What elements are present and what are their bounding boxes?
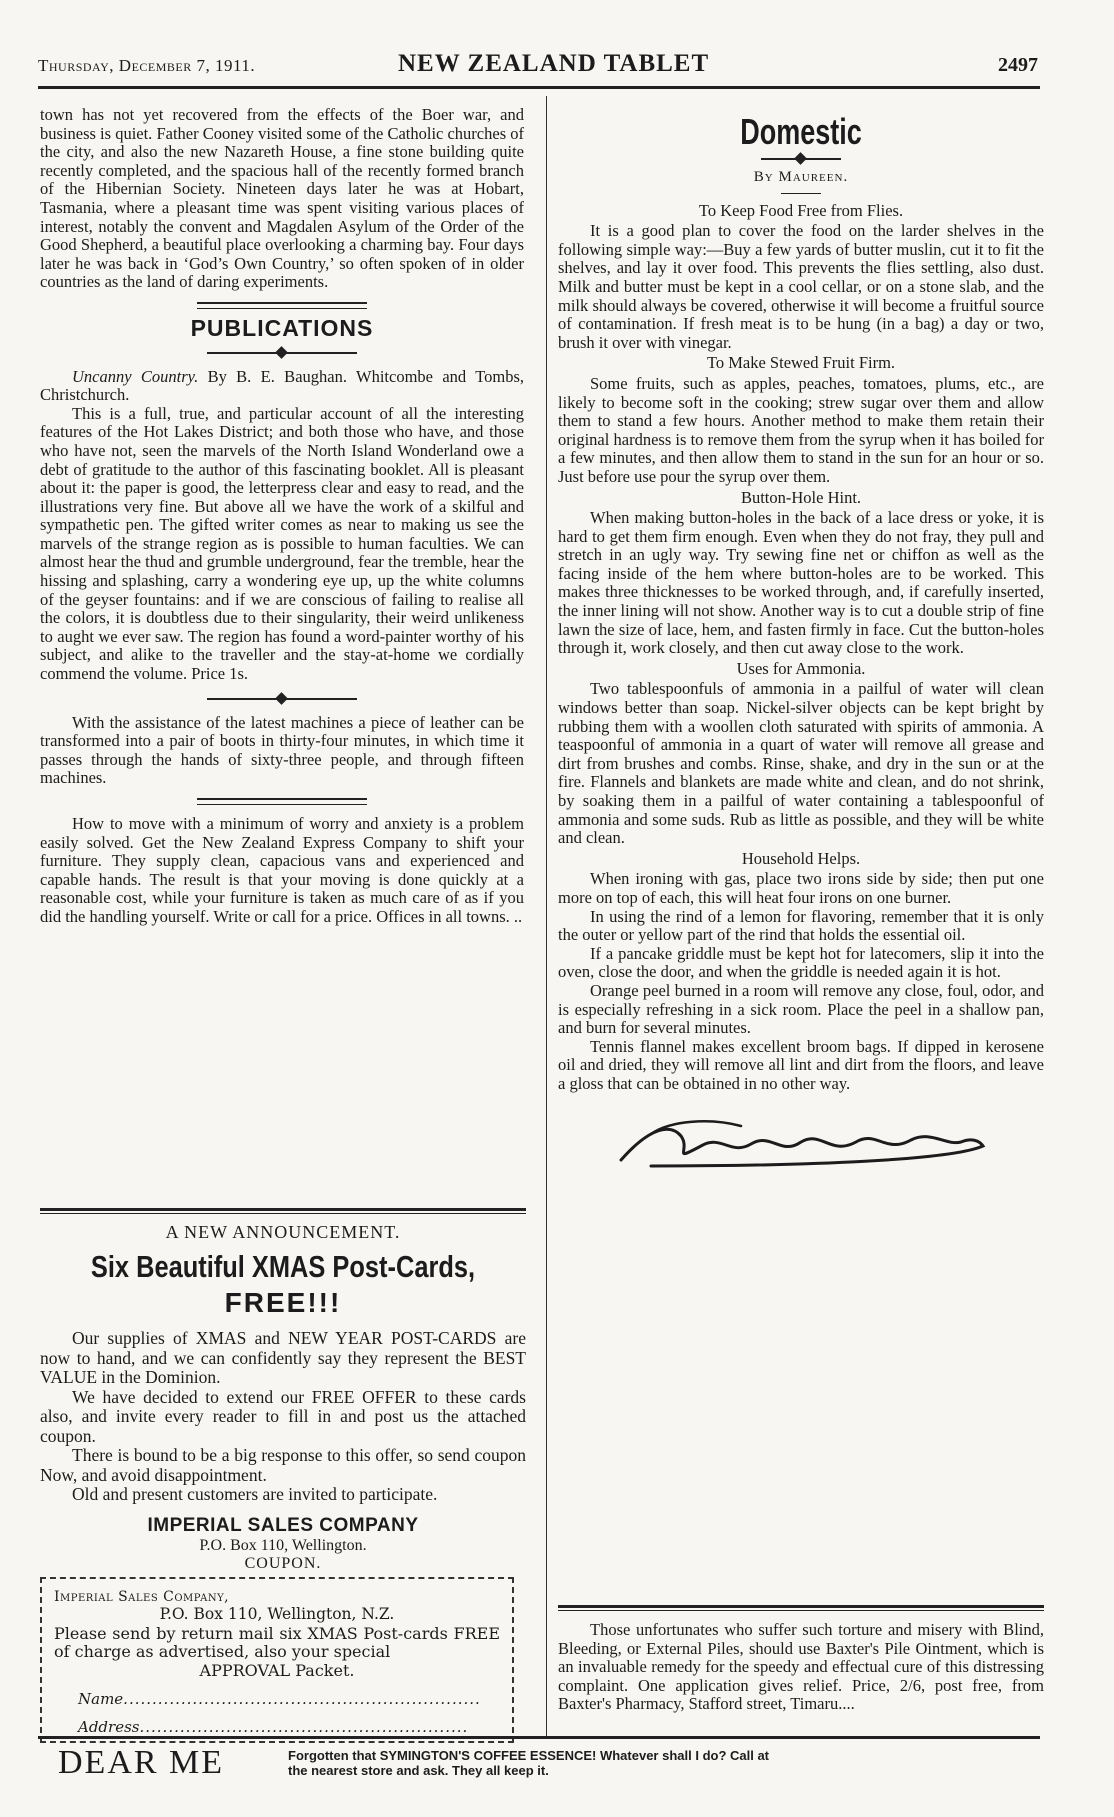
domestic-section bbox=[558, 354, 1044, 486]
section-paragraph: In using the rind of a lemon for flavoring, remember that it is only the outer or yellow part of the rind that holds the essential oil. bbox=[558, 906, 1044, 945]
announcement-headline: Six Beautiful XMAS Post-Cards, bbox=[90, 1249, 476, 1284]
footer-ad-line2: the nearest store and ask. They all keep it. bbox=[288, 1763, 549, 1778]
section-paragraph: If a pancake griddle must be kept hot for latecomers, slip it into the oven, close the door, and when the griddle is needed again it is hot. bbox=[558, 943, 1044, 982]
section-paragraph: Tennis flannel makes excellent broom bags. If dipped in kerosene oil and dried, they will remove all lint and dirt from the floors, and leave a gloss that can be obtained in no other way. bbox=[558, 1036, 1044, 1093]
announcement-body bbox=[40, 1329, 526, 1505]
section-heading: Uses for Ammonia. bbox=[736, 658, 866, 678]
ornament-divider bbox=[207, 698, 357, 700]
maureen-signature bbox=[611, 1116, 991, 1172]
intro-paragraph: town has not yet recovered from the effects of the Boer war, and business is quiet. Father Cooney visited some of the Catholic churches of the city, and also the new Nazareth House, a fine stone building quite recently completed, and the spacious hall of the recently formed branch of the Hibernian Society. Nineteen days later he was at Hobart, Tasmania, where a pleasant time was spent visiting various places of interest, notably the convent and Magdalen Asylum of the Order of the Good Shepherd, a beautiful place overlooking a charming bay. Four days later he was back in ‘God’s Own Country,’ so often spoken of in older countries as the land of daring experiments. bbox=[40, 105, 524, 292]
section-paragraph: Orange peel burned in a room will remove any close, foul, odor, and is especially refreshing in a sick room. Place the peel in a shallow pan, and burn for several minutes. bbox=[558, 980, 1044, 1038]
announcement-rule bbox=[40, 1208, 526, 1214]
section-paragraph: Two tablespoonfuls of ammonia in a pailful of water will clean windows better than soap. Nickel-silver objects can be kept bright by rubbing them with a woollen cloth saturated with spirits of ammonia. A teaspoonful of ammonia in a quart of water will remove all grease and dirt from brushes and combs. Rinse, shake, and dry in the sun or at the fire. Flannels and blankets are made white and clean, and do not shrink, by soaking them in a pailful of water containing a tablespoonful of ammonia and some suds. Rub as little as possible, and they will be white and clean. bbox=[558, 679, 1044, 848]
masthead-rule bbox=[38, 86, 1040, 89]
section-divider bbox=[197, 302, 367, 309]
publication-title: NEW ZEALAND TABLET bbox=[398, 50, 710, 77]
section-paragraph: When making button-holes in the back of a lace dress or yoke, it is hard to get them firm enough. Even when they do not fray, they pull and stretch in an ugly way. Try sewing fine net or chiffon as well as the facing inside of the hem where button-holes are to be worked. This makes three thicknesses to be worked through, and, if carefully inserted, the inner lining will not show. Another way is to cut a double strip of fine lawn the size of lace, hem, and fasten firmly in face. Cut the button-holes through it, work closely, and then cut away close to the work. bbox=[558, 508, 1044, 658]
left-column bbox=[40, 106, 524, 927]
publications-heading: PUBLICATIONS bbox=[190, 314, 374, 341]
section-paragraph: It is a good plan to cover the food on the larder shelves in the following simple way:—Buy a few yards of butter muslin, cut it to fit the shelves, and lay it over food. This prevents the flies settling, also dust. Milk and butter must be kept in a cool cellar, or on a stone slab, and the milk should always be covered, otherwise it will become a fruitful source of contamination. If fresh meat is to be hung (in a bag) a day or two, brush it over with vinegar. bbox=[558, 221, 1044, 352]
boots-paragraph: With the assistance of the latest machines a piece of leather can be transformed into a pair of boots in thirty-four minutes, in which time it passes through the hands of sixty-three people, and through fifteen machines. bbox=[40, 712, 524, 788]
ornament-divider bbox=[761, 158, 841, 160]
announcement-paragraph: There is bound to be a big response to this offer, so send coupon Now, and avoid disappointment. bbox=[40, 1445, 526, 1485]
ornament-divider bbox=[207, 352, 357, 354]
book-title: Uncanny Country. bbox=[72, 366, 199, 386]
section-heading: Button-Hole Hint. bbox=[740, 487, 862, 507]
announcement-kicker: A NEW ANNOUNCEMENT. bbox=[165, 1222, 401, 1242]
ointment-ad-text: Those unfortunates who suffer such torture and misery with Blind, Bleeding, or External Piles, should use Baxter's Pile Ointment, which is an invaluable remedy for the speedy and effectual cure of this distressing complaint. One application gives relief. Price, 2/6, post free, from Baxter's Pharmacy, Stafford street, Timaru.... bbox=[558, 1620, 1044, 1714]
domestic-byline: By Maureen. bbox=[753, 169, 849, 185]
section-paragraph: When ironing with gas, place two irons side by side; then put one more on top of each, this will heat four irons on one burner. bbox=[558, 869, 1044, 907]
domestic-title: Domestic bbox=[740, 111, 862, 152]
ointment-ad bbox=[558, 1605, 1044, 1714]
coupon-addressee: Imperial Sales Company, bbox=[54, 1588, 230, 1605]
masthead bbox=[38, 50, 1038, 86]
company-name: IMPERIAL SALES COMPANY bbox=[147, 1514, 419, 1536]
coupon-address: P.O. Box 110, Wellington, N.Z. bbox=[159, 1604, 395, 1623]
section-heading: To Make Stewed Fruit Firm. bbox=[706, 353, 896, 373]
book-author: By B. E. Baughan. Whitcombe and Tombs, Christchurch. bbox=[40, 366, 524, 405]
footer-ad-headline: DEAR ME bbox=[58, 1744, 225, 1781]
coupon-approval: APPROVAL Packet. bbox=[199, 1660, 355, 1680]
coupon-request: Please send by return mail six XMAS Post-cards FREE of charge as advertised, also your special bbox=[54, 1623, 500, 1661]
address-label: Address bbox=[78, 1717, 140, 1736]
announcement-paragraph: Our supplies of XMAS and NEW YEAR POST-CARDS are now to hand, and we can confidently say they represent the BEST VALUE in the Dominion. bbox=[40, 1328, 526, 1387]
column-separator bbox=[546, 96, 547, 1736]
section-paragraph: Some fruits, such as apples, peaches, tomatoes, plums, etc., are likely to become soft in the cooking; strew sugar over them and allow them to stand a few hours. Another method to make them retain their original hardness is to remove them from the syrup when it has boiled for a few minutes, and then allow them to stand in the sun for an hour or so. Just before use pour the syrup over them. bbox=[558, 373, 1044, 486]
issue-date: Thursday, December 7, 1911. bbox=[38, 56, 256, 75]
footer-ad bbox=[58, 1744, 1038, 1784]
footer-ad-line1: Forgotten that SYMINGTON'S COFFEE ESSENCE! Whatever shall I do? Call at bbox=[288, 1748, 770, 1763]
page-number: 2497 bbox=[998, 54, 1038, 76]
coupon-form[interactable] bbox=[40, 1577, 514, 1743]
book-review: This is a full, true, and particular account of all the interesting features of the Hot Lakes District; and both those who have, and those who have not, seen the marvels of the North Island Wonderland owe a debt of gratitude to the author of this fascinating booklet. All is pleasant about it: the paper is good, the letterpress clear and easy to read, and the illustrations very fine. But above all we have the work of a skilful and sympathetic pen. The gifted writer comes as near to making us see the marvels of the strange region as is possible to human faculties. We can almost hear the thud and grumble underground, fear the tremble, hear the hissing and splashing, carry a wondering eye up, up the white columns of the geyser fountains: and if we are conscious of failing to realise all the colors, it is doubtless due to their singularity, their weird unlikeness to aught we ever saw. The region has found a word-painter worthy of his subject, and alike to the traveller and the stay-at-home we cordially commend the volume. Price 1s. bbox=[40, 403, 524, 684]
ad-rule bbox=[558, 1605, 1044, 1611]
section-divider bbox=[197, 798, 367, 805]
address-dots: ......................................................... bbox=[139, 1717, 469, 1736]
coupon-name-field[interactable] bbox=[78, 1690, 500, 1708]
announcement-paragraph: We have decided to extend our FREE OFFER to these cards also, and invite every reader to fill in and post us the attached coupon. bbox=[40, 1386, 526, 1446]
moving-paragraph: How to move with a minimum of worry and anxiety is a problem easily solved. Get the New Zealand Express Company to shift your furniture. They supply clean, capacious vans and experienced and capable hands. The result is that your moving is done quickly at a reasonable cost, while your furniture is taken as much care of as if you did the handling yourself. Write or call for a price. Offices in all towns. .. bbox=[40, 814, 524, 926]
announcement-paragraph: Old and present customers are invited to participate. bbox=[72, 1484, 438, 1504]
name-dots: .............................................................. bbox=[123, 1689, 481, 1708]
announcement-free: FREE!!! bbox=[224, 1287, 342, 1318]
coupon-label: COUPON. bbox=[244, 1554, 322, 1572]
postcard-announcement bbox=[40, 1208, 526, 1743]
book-citation bbox=[40, 368, 524, 405]
domestic-section bbox=[558, 489, 1044, 658]
domestic-section bbox=[558, 660, 1044, 848]
section-heading: To Keep Food Free from Flies. bbox=[698, 200, 904, 220]
short-rule bbox=[781, 193, 821, 194]
coupon-address-field[interactable] bbox=[78, 1718, 500, 1736]
company-pobox: P.O. Box 110, Wellington. bbox=[199, 1536, 367, 1554]
section-heading: Household Helps. bbox=[741, 848, 861, 868]
footer-rule bbox=[38, 1736, 1040, 1739]
domestic-section bbox=[558, 202, 1044, 353]
name-label: Name bbox=[78, 1689, 124, 1708]
domestic-section bbox=[558, 850, 1044, 1094]
right-column bbox=[558, 106, 1044, 1196]
footer-ad-text bbox=[288, 1748, 769, 1778]
